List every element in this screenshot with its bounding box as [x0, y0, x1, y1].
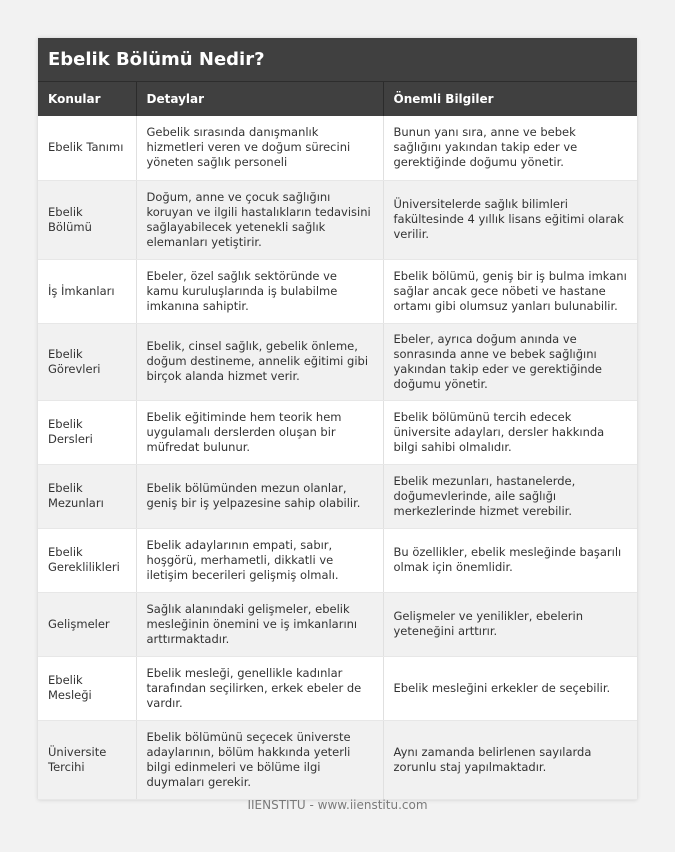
details-cell: Ebeler, özel sağlık sektöründe ve kamu kuruluşlarında iş bulabilme imkanına sahiptir. [136, 259, 383, 323]
info-cell: Ebelik bölümü, geniş bir iş bulma imkanı sağlar ancak gece nöbeti ve hastane ortamı gibi olumsuz yanları bulunabilir. [383, 259, 637, 323]
content-card [38, 38, 637, 800]
column-header-topics: Konular [38, 82, 136, 116]
topic-cell: Gelişmeler [38, 592, 136, 656]
topic-cell: Ebelik Dersleri [38, 400, 136, 464]
column-header-key-info: Önemli Bilgiler [383, 82, 637, 116]
details-cell: Ebelik, cinsel sağlık, gebelik önleme, doğum destineme, annelik eğitimi gibi birçok alanda hizmet verir. [136, 323, 383, 400]
info-cell: Ebelik bölümünü tercih edecek üniversite adayları, dersler hakkında bilgi sahibi olmalıdır. [383, 400, 637, 464]
info-cell: Üniversitelerde sağlık bilimleri fakültesinde 4 yıllık lisans eğitimi olarak verilir. [383, 180, 637, 259]
footer-credit: IIENSTITU - www.iienstitu.com [247, 798, 428, 812]
table-row [38, 464, 637, 528]
info-table [38, 82, 637, 800]
details-cell: Sağlık alanındaki gelişmeler, ebelik mesleğinin önemini ve iş imkanlarını arttırmaktadır. [136, 592, 383, 656]
details-cell: Ebelik bölümünden mezun olanlar, geniş bir iş yelpazesine sahip olabilir. [136, 464, 383, 528]
table-row [38, 528, 637, 592]
details-cell: Ebelik eğitiminde hem teorik hem uygulamalı derslerden oluşan bir müfredat bulunur. [136, 400, 383, 464]
topic-cell: Üniversite Tercihi [38, 720, 136, 799]
table-row [38, 116, 637, 180]
info-cell: Ebelik mezunları, hastanelerde, doğumevlerinde, aile sağlığı merkezlerinde hizmet verebilir. [383, 464, 637, 528]
topic-cell: Ebelik Görevleri [38, 323, 136, 400]
info-cell: Aynı zamanda belirlenen sayılarda zorunlu staj yapılmaktadır. [383, 720, 637, 799]
topic-cell: Ebelik Mezunları [38, 464, 136, 528]
page-title: Ebelik Bölümü Nedir? [38, 38, 637, 82]
details-cell: Ebelik adaylarının empati, sabır, hoşgörü, merhametli, dikkatli ve iletişim becerileri gelişmiş olmalı. [136, 528, 383, 592]
topic-cell: Ebelik Mesleği [38, 656, 136, 720]
details-cell: Doğum, anne ve çocuk sağlığını koruyan ve ilgili hastalıkların tedavisini sağlayabilecek yetenekli sağlık elemanları yetiştirir. [136, 180, 383, 259]
details-cell: Ebelik mesleği, genellikle kadınlar tarafından seçilirken, erkek ebeler de vardır. [136, 656, 383, 720]
details-cell: Ebelik bölümünü seçecek üniverste adaylarının, bölüm hakkında yeterli bilgi edinmeleri ve bölüme ilgi duymaları gerekir. [136, 720, 383, 799]
table-row [38, 323, 637, 400]
topic-cell: Ebelik Gereklilikleri [38, 528, 136, 592]
table-row [38, 656, 637, 720]
topic-cell: Ebelik Bölümü [38, 180, 136, 259]
info-cell: Gelişmeler ve yenilikler, ebelerin yeteneğini arttırır. [383, 592, 637, 656]
table-row [38, 720, 637, 799]
topic-cell: Ebelik Tanımı [38, 116, 136, 180]
table-row [38, 259, 637, 323]
table-row [38, 400, 637, 464]
table-row [38, 592, 637, 656]
info-cell: Bu özellikler, ebelik mesleğinde başarılı olmak için önemlidir. [383, 528, 637, 592]
info-cell: Bunun yanı sıra, anne ve bebek sağlığını yakından takip eder ve gerektiğinde doğumu yönetir. [383, 116, 637, 180]
table-header-row [38, 82, 637, 116]
table-row [38, 180, 637, 259]
details-cell: Gebelik sırasında danışmanlık hizmetleri veren ve doğum sürecini yöneten sağlık personeli [136, 116, 383, 180]
column-header-details: Detaylar [136, 82, 383, 116]
info-cell: Ebelik mesleğini erkekler de seçebilir. [383, 656, 637, 720]
info-cell: Ebeler, ayrıca doğum anında ve sonrasında anne ve bebek sağlığını yakından takip eder ve gerektiğinde doğumu yönetir. [383, 323, 637, 400]
topic-cell: İş İmkanları [38, 259, 136, 323]
